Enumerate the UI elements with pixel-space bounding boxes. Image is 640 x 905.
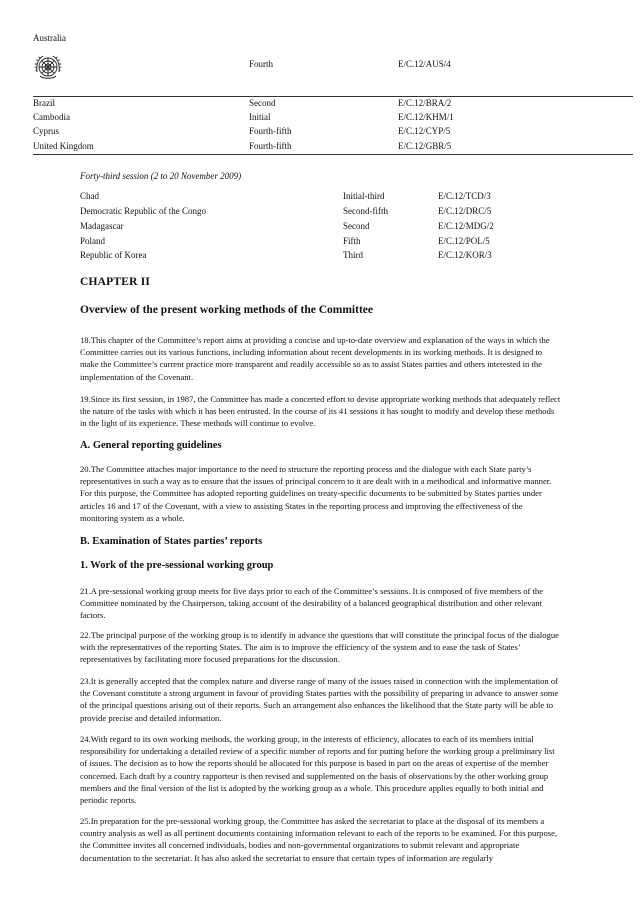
symbol-cell: E/C.12/BRA/2: [398, 98, 452, 108]
symbol-cell: E/C.12/GBR/5: [398, 141, 452, 151]
symbol-cell: E/C.12/MDG/2: [438, 221, 494, 231]
cycle-cell: Second: [343, 221, 370, 231]
cycle-cell: Initial-third: [343, 191, 385, 201]
cycle-cell: Third: [343, 250, 363, 260]
paragraph-25: 25.In preparation for the pre-sessional working group, the Committee has asked the secretariat to place at the disposal of its members a country analysis as well as all pertinent documents containing information relevant to each of the reports to be examined. For this purpose, the Committee invites all concerned individuals, bodies and non-governmental organizations to submit relevant and appropriate documentation to the secretariat. It has also asked the secretariat to ensure that certain types of information are regularly: [80, 816, 558, 863]
symbol-cell: E/C.12/DRC/5: [438, 206, 492, 216]
cycle-cell: Fifth: [343, 236, 361, 246]
paragraph-22: 22.The principal purpose of the working group is to identify in advance the questions that will constitute the principal focus of the dialogue with the representatives of the reporting States. The aim is to improve the efficiency of the system and to ease the task of States’ representatives by facilitating more focused preparations for the discussion.: [80, 630, 559, 665]
symbol-cell: E/C.12/AUS/4: [398, 59, 451, 69]
symbol-cell: E/C.12/POL/5: [438, 236, 490, 246]
country-cell: Chad: [80, 191, 99, 201]
symbol-cell: E/C.12/CYP/5: [398, 126, 451, 136]
country-cell: Republic of Korea: [80, 250, 147, 260]
session-heading: Forty-third session (2 to 20 November 2009): [80, 171, 242, 181]
cycle-cell: Fourth-fifth: [249, 141, 292, 151]
paragraph-21: 21.A pre-sessional working group meets for five days prior to each of the Committee’s sessions. It is composed of five members of the Committee nominated by the Chairperson, taking account of the desirability of a balanced geographical distribution and other relevant factors.: [80, 586, 544, 621]
symbol-cell: E/C.12/KHM/1: [398, 112, 454, 122]
chapter-number: CHAPTER II: [80, 276, 151, 288]
country-cell: Cambodia: [33, 112, 70, 122]
table-divider: [33, 154, 633, 155]
paragraph-19: 19.Since its first session, in 1987, the Committee has made a concerted effort to devise appropriate working methods that adequately reflect the nature of the tasks with which it has been entrusted. In the course of its 41 sessions it has sought to modify and develop these methods in the light of its experience. These methods will continue to evolve.: [80, 394, 561, 429]
cycle-cell: Initial: [249, 112, 271, 122]
table-divider: [33, 96, 633, 97]
cycle-cell: Fourth: [249, 59, 274, 69]
country-cell: Cyprus: [33, 126, 60, 136]
symbol-cell: E/C.12/TCD/3: [438, 191, 491, 201]
country-cell: Democratic Republic of the Congo: [80, 206, 206, 216]
paragraph-24: 24.With regard to its own working methods, the working group, in the interests of efficiency, allocates to each of its members initial responsibility for undertaking a detailed review of a specific number of reports and for putting before the working group a preliminary list of issues. The decision as to how the reports should be allocated for this purpose is based in part on the areas of expertise of the member concerned. Each draft by a country rapporteur is then revised and supplemented on the basis of observations by the other working group members and the final version of the list is adopted by the working group as a whole. This procedure applies equally to both initial and periodic reports.: [80, 734, 555, 806]
country-cell: Brazil: [33, 98, 55, 108]
section-heading-b: B. Examination of States parties’ reports: [80, 536, 263, 547]
section-heading-a: A. General reporting guidelines: [80, 440, 222, 451]
cycle-cell: Fourth-fifth: [249, 126, 292, 136]
country-cell: Madagascar: [80, 221, 124, 231]
cycle-cell: Second-fifth: [343, 206, 388, 216]
symbol-cell: E/C.12/KOR/3: [438, 250, 492, 260]
paragraph-20: 20.The Committee attaches major importance to the need to structure the reporting process and the dialogue with each State party’s representatives in such a way as to ensure that the issues of principal concern to it are dealt with in a methodical and informative manner. For this purpose, the Committee has adopted reporting guidelines on treaty-specific documents to be submitted by States parties under articles 16 and 17 of the Covenant, with a view to assisting States in the reporting process and improving the effectiveness of the monitoring system as a whole.: [80, 464, 552, 523]
chapter-title: Overview of the present working methods of the Committee: [80, 304, 373, 316]
header-country: Australia: [33, 33, 66, 43]
country-cell: United Kingdom: [33, 141, 94, 151]
un-emblem-icon: [32, 52, 64, 84]
subsection-heading-b1: 1. Work of the pre-sessional working group: [80, 560, 274, 571]
paragraph-23: 23.It is generally accepted that the complex nature and diverse range of many of the issues raised in connection with the implementation of the Covenant constitute a strong argument in favour of providing States parties with the possibility of preparing in advance to answer some of the principal questions arising out of their reports. Such an arrangement also enhances the likelihood that the State party will be able to provide precise and detailed information.: [80, 676, 559, 723]
country-cell: Poland: [80, 236, 106, 246]
paragraph-18: 18.This chapter of the Committee’s report aims at providing a concise and up-to-date overview and explanation of the ways in which the Committee carries out its various functions, including information about recent developments in its working methods. It is designed to make the Committee’s current practice more transparent and readily accessible so as to assist States parties and others interested in the implementation of the Covenant.: [80, 335, 550, 382]
cycle-cell: Second: [249, 98, 276, 108]
